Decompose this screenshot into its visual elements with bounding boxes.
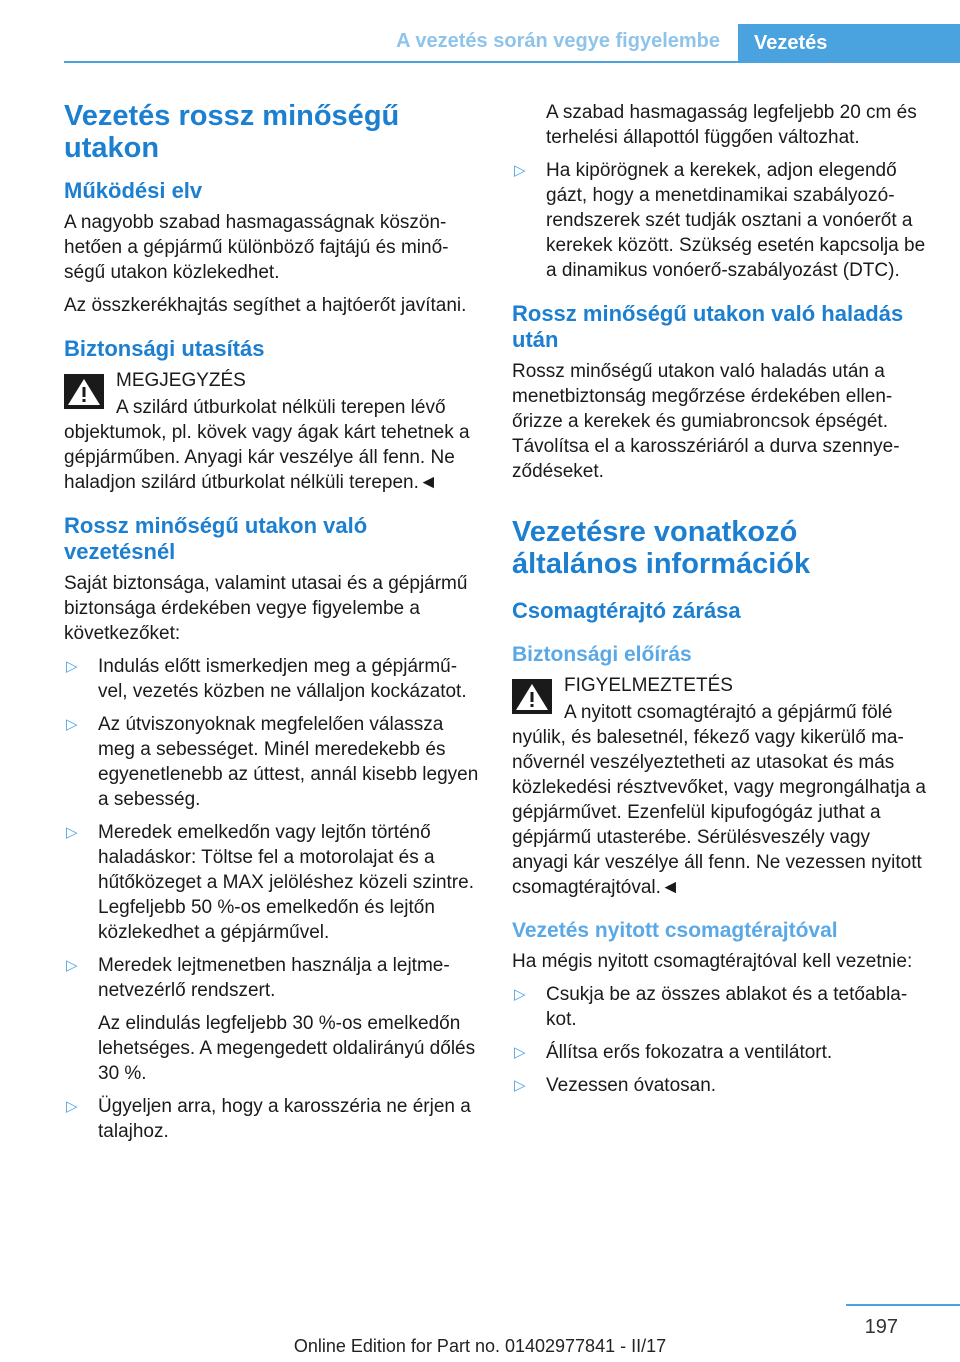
list-item: ▷ Állítsa erős fokozatra a ventilátort. [514,1042,833,1063]
page-number: 197 [864,1316,898,1338]
bullet-marker: ▷ [514,986,526,1003]
bullet-list [512,982,930,1098]
bullet-marker: ▷ [66,1098,78,1115]
right-column [512,100,930,1106]
bullet-marker: ▷ [66,658,78,675]
list-item: ▷ Csukja be az összes ablakot és a tetőablakot. [514,984,908,1030]
paragraph: Ha mégis nyitott csomagtérajtóval kell vezetnie: [512,951,913,972]
heading-bad-roads: Rossz minőségű utakon való vezetésnél [64,513,368,564]
list-item: ▷ Indulás előtt ismerkedjen meg a gépjárművel, vezetés közben ne vállaljon kockázatot. [66,656,467,702]
header-rule [64,61,960,63]
section-title: Vezetés rossz minőségű utakon [64,100,400,164]
list-item: ▷ Ha kipörögnek a kerekek, adjon elegendő gázt, hogy a menetdinamikai szabályozórendszerek szét tudják osztani a vonóerőt a kerekek között. Szükség esetén kapcsolja be a dinamikus vonóerő-szabályozást (DTC). [514,160,926,281]
warning-icon [512,679,552,714]
list-item: ▷ Meredek emelkedőn vagy lejtőn történő haladáskor: Töltse fel a motorolajat és a hűtőközeget a MAX jelöléshez közeli szintre. Legfeljebb 50 %-os emelkedőn és lejtőn közlekedhet a gépjárművel. [66,822,474,943]
footer-edition: Online Edition for Part no. 01402977841 - II/17 [293,1336,667,1356]
heading-principle: Működési elv [64,178,203,203]
paragraph: Saját biztonsága, valamint utasai és a gépjármű biztonsága érdekében vegye figyelembe a következőket: [64,573,468,644]
notice-text: A szilárd útburkolat nélküli terepen lévő objektumok, pl. kövek vagy ágak kárt tehetnek a gépjárműben. Anyagi kár veszélye áll fenn. Ne haladjon szilárd útburkolat nélküli terepen.◄ [64,397,470,493]
running-header-chapter: Vezetés [738,24,960,62]
bullet-list [512,158,930,283]
bullet-marker: ▷ [66,824,78,841]
list-item-note: Az elindulás legfeljebb 30 %-os emelkedőn lehetséges. A megengedett oldalirányú dőlés 30 %. [98,1013,476,1084]
running-header-section: A vezetés során vegye figyelembe [396,30,720,52]
warning-text: A nyitott csomagtérajtó a gépjármű fölé nyúlik, és balesetnél, fékező vagy kikerülő manővernél veszélyeztetheti az utasokat és más közlekedési résztvevőket, vagy megrongálhatja a gépjárművet. Ezenfelül kipufogógáz juthat a gépjármű utasterébe. Sérülésveszély vagy anyagi kár veszélye áll fenn. Ne vezessen nyitott csomagtérajtóval.◄ [512,702,927,898]
warning-icon [64,374,104,409]
warning-box [512,673,930,900]
bullet-marker: ▷ [514,1044,526,1061]
notice-label: MEGJEGYZÉS [116,370,246,391]
heading-trunk: Csomagtérajtó zárása [512,598,741,623]
left-column [64,100,480,1152]
page-number-rule [846,1304,960,1306]
warning-label: FIGYELMEZTETÉS [564,675,733,696]
bullet-marker: ▷ [514,162,526,179]
section-title: Vezetésre vonatkozó általános információk [512,516,811,580]
notice-box [64,368,480,495]
bullet-marker: ▷ [514,1077,526,1094]
heading-safety-rule: Biztonsági előírás [512,643,692,666]
paragraph: Az összkerékhajtás segíthet a hajtóerőt javítani. [64,295,467,316]
heading-safety: Biztonsági utasítás [64,336,265,361]
continued-text: A szabad hasmagasság legfeljebb 20 cm és terhelési állapottól függően változhat. [546,102,917,148]
bullet-list [64,654,480,1144]
list-item: ▷ Vezessen óvatosan. [514,1075,717,1096]
list-item: ▷ Meredek lejtmenetben használja a lejtmenetvezérlő rendszert. Az elindulás legfeljebb 30 %-os emelkedőn lehetséges. A megengedett oldalirányú dőlés 30 %. [64,953,480,1086]
list-item: ▷ Az útviszonyoknak megfelelően válassza meg a sebességet. Minél meredekebb és egyenetlenebb az úttest, annál kisebb legyen a sebesség. [66,714,479,810]
paragraph: Rossz minőségű utakon való haladás után a menetbiztonság megőrzése érdekében ellenőrizze a kerekek és gumiabroncsok épségét. Távolítsa el a karosszériáról a durva szennyeződéseket. [512,361,900,482]
bullet-marker: ▷ [66,957,78,974]
bullet-marker: ▷ [66,716,78,733]
paragraph: A nagyobb szabad hasmagasságnak köszönhetően a gépjármű különböző fajtájú és minőségű utakon közlekedhet. [64,212,449,283]
heading-after-bad-roads: Rossz minőségű utakon való haladás után [512,301,904,352]
heading-open-trunk: Vezetés nyitott csomagtérajtóval [512,919,838,942]
list-item: ▷ Ügyeljen arra, hogy a karosszéria ne érjen a talajhoz. [66,1096,471,1142]
